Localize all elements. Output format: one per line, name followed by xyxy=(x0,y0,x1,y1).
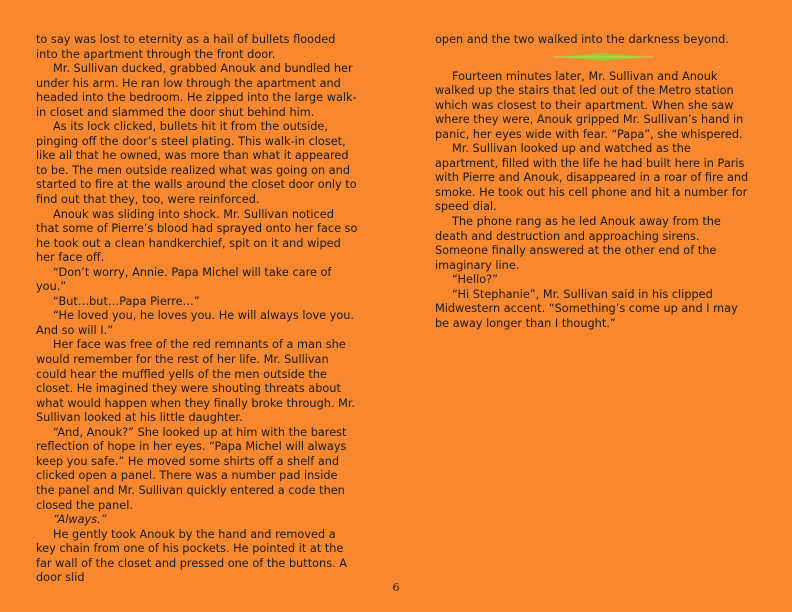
paragraph-italic xyxy=(36,513,358,528)
paragraph: “And, Anouk?” She looked up at him with the barest reflection of hope in her eyes. “Papa Michel will always keep you safe.” He moved some shirts off a shelf and clicked open a panel. There was a number pad inside the panel and Mr. Sullivan quickly entered a code then closed the panel. xyxy=(36,425,347,512)
paragraph: “He loved you, he loves you. He will always love you. And so will I.” xyxy=(36,309,355,337)
paragraph: The phone rang as he led Anouk away from the death and destruction and approaching sirens. Someone finally answered at the other end of the imaginary line. xyxy=(435,215,721,272)
paragraph: Fourteen minutes later, Mr. Sullivan and Anouk walked up the stairs that led out of the Metro station which was closest to their apartment. When she saw where they were, Anouk gripped Mr. Sullivan’s hand in panic, her eyes wide with fear. “Papa”, she whispered. xyxy=(435,69,744,141)
paragraph: Mr. Sullivan ducked, grabbed Anouk and bundled her under his arm. He ran low through the apartment and headed into the bedroom. He zipped into the large walk-in closet and slammed the door shut behind him. xyxy=(36,62,357,119)
paragraph: “Hello?” xyxy=(452,273,498,287)
paragraph: “Hi Stephanie”, Mr. Sullivan said in his clipped Midwestern accent. “Something’s come up and I may be away longer than I thought.” xyxy=(435,287,738,330)
paragraph: Her face was free of the red remnants of a man she would remember for the rest of her life. Mr. Sullivan could hear the muffled yells of the men outside the closet. He imagined they were shouting threats about what would happen when they finally broke through. Mr. Sullivan looked at his little daughter. xyxy=(36,338,356,425)
paragraph: Mr. Sullivan looked up and watched as the apartment, filled with the life he had built here in Paris with Pierre and Anouk, disappeared in a roar of fire and smoke. He took out his cell phone and hit a number for speed dial. xyxy=(435,142,749,214)
paragraph: He gently took Anouk by the hand and removed a key chain from one of his pockets. He pointed it at the far wall of the closet and pressed one of the buttons. A door slid xyxy=(36,527,348,585)
scene-break xyxy=(435,52,755,62)
italic-text: “Always.” xyxy=(53,513,107,527)
paragraph: open and the two walked into the darkness beyond. xyxy=(435,33,729,46)
paragraph: Anouk was sliding into shock. Mr. Sullivan noticed that some of Pierre’s blood had sprayed onto her face so he took out a clean handkerchief, spit on it and wiped her face off. xyxy=(36,207,358,265)
paragraph: “But…but…Papa Pierre…” xyxy=(53,294,200,308)
paragraph: to say was lost to eternity as a hail of bullets flooded into the apartment through the front door. xyxy=(36,33,336,61)
paragraph: “Don’t worry, Annie. Papa Michel will take care of you.” xyxy=(36,265,332,294)
left-column xyxy=(36,33,358,586)
right-column xyxy=(435,33,755,331)
scene-break-ornament-icon xyxy=(553,52,653,62)
paragraph: As its lock clicked, bullets hit it from the outside, pinging off the door’s steel plating. This walk-in closet, like all that he owned, was more than what it appeared to be. The men outside realized what was going on and started to fire at the walls around the closet door only to find out that they, too, were reinforced. xyxy=(36,120,357,207)
page-number: 6 xyxy=(392,581,400,594)
